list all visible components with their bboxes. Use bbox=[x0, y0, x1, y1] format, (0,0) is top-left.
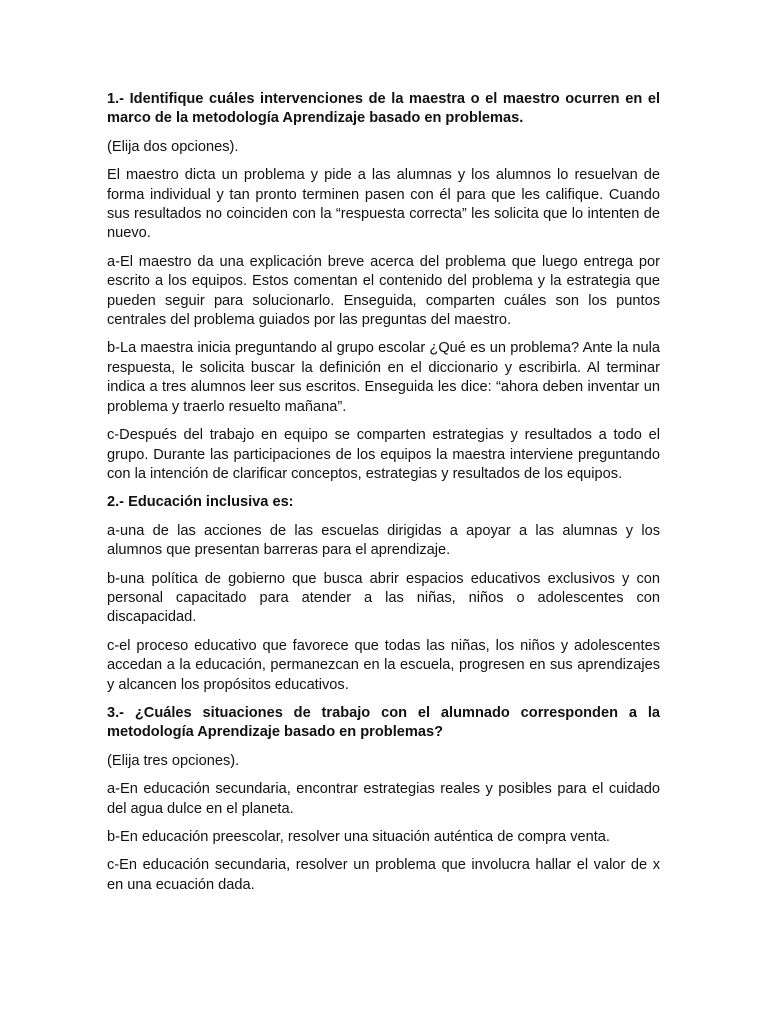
question-3-title: 3.- ¿Cuáles situaciones de trabajo con el alumnado corresponden a la metodología Aprendizaje basado en problemas? bbox=[107, 704, 660, 741]
question-3-option-b: b-En educación preescolar, resolver una situación auténtica de compra venta. bbox=[107, 829, 610, 845]
question-3-instruction: (Elija tres opciones). bbox=[107, 752, 240, 769]
question-1-intro: El maestro dicta un problema y pide a las alumnas y los alumnos lo resuelvan de forma individual y tan pronto terminen pasen con él para que les califique. Cuando sus resultados no coinciden con la “respuesta correcta” les solicita que lo intenten de nuevo. bbox=[107, 167, 660, 242]
question-2-option-b: b-una política de gobierno que busca abrir espacios educativos exclusivos y con personal capacitado para atender a las niñas, niños o adolescentes con discapacidad. bbox=[107, 570, 660, 626]
question-3-option-a: a-En educación secundaria, encontrar estrategias reales y posibles para el cuidado del agua dulce en el planeta. bbox=[107, 781, 660, 817]
question-1-title: 1.- Identifique cuáles intervenciones de la maestra o el maestro ocurren en el marco de la metodología Aprendizaje basado en problemas. bbox=[107, 91, 660, 127]
question-1-option-c: c-Después del trabajo en equipo se comparten estrategias y resultados a todo el grupo. Durante las participaciones de los equipos la maestra interviene preguntando con la intención de clarificar conceptos, estrategias y resultados de los equipos. bbox=[107, 427, 660, 482]
question-2-title: 2.- Educación inclusiva es: bbox=[107, 494, 294, 511]
question-1-option-a: a-El maestro da una explicación breve acerca del problema que luego entrega por escrito a los equipos. Estos comentan el contenido del problema y la estrategia que pueden seguir para solucionarlo. Enseguida, comparten cuáles son los puntos centrales del problema guiados por las preguntas del maestro. bbox=[107, 253, 660, 329]
question-2-option-c: c-el proceso educativo que favorece que todas las niñas, los niños y adolescentes accedan a la educación, permanezcan en la escuela, progresen en sus aprendizajes y alcancen los propósitos educativos. bbox=[107, 637, 660, 693]
question-3-option-c: c-En educación secundaria, resolver un problema que involucra hallar el valor de x en una ecuación dada. bbox=[107, 857, 660, 893]
document-page bbox=[107, 90, 660, 904]
question-1-option-b: b-La maestra inicia preguntando al grupo escolar ¿Qué es un problema? Ante la nula respuesta, le solicita buscar la definición en el diccionario y escribirla. Al terminar indica a tres alumnos leer sus escritos. Enseguida les dice: “ahora deben inventar un problema y traerlo resuelto mañana”. bbox=[107, 340, 660, 415]
question-1-instruction: (Elija dos opciones). bbox=[107, 138, 239, 155]
question-2-option-a: a-una de las acciones de las escuelas dirigidas a apoyar a las alumnas y los alumnos que presentan barreras para el aprendizaje. bbox=[107, 522, 660, 559]
